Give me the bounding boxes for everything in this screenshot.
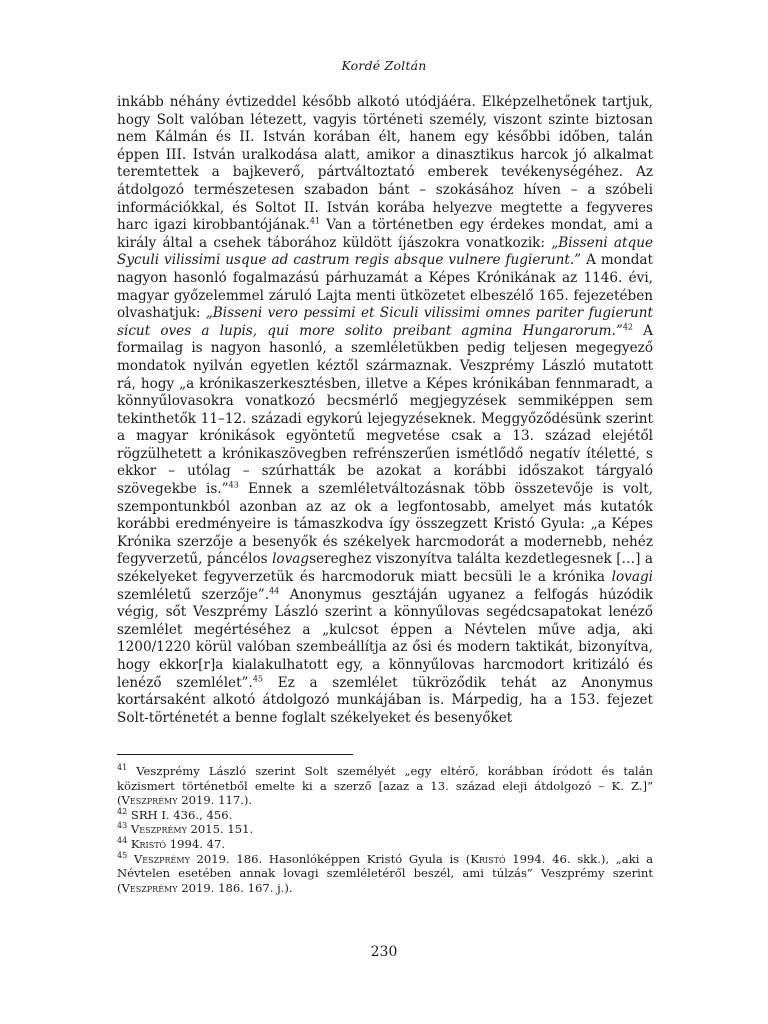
footnote-number: 45 [117,850,128,860]
emphasis: lovag [272,551,310,568]
running-header: Kordé Zoltán [341,58,427,73]
text-segment: A formailag is nagyon hasonló, a szemléletükben pedig teljesen megegyező mondatok nyilván egyetlen kéztől származnak. Veszprémy László mutatott rá, hogy „a krónikaszerkesztésben, illetve a Képes krónikában fennmaradt, a könnyűlovasokra vonatkozó becsmérlő megjegyzések semmiképpen sem tekinthetők 11–12. századi egykorú lejegyzéseknek. Meggyőződésünk szerint a magyar krónikások egyöntetű megvetése csak a 13. század elejétől rögzülhetett a krónikaszövegben refrénszerűen ismétlődő negatív ítéletté, s ekkor – utólag – szúrhatták be azokat a korábbi időszakot tárgyaló szövegekbe is.” [117,322,654,498]
text-segment: Anonymus gesztáján ugyanez a felfogás húzódik végig, sőt Veszprémy László szerint a könnyűlovas segédcsapatokat lenéző szemlélet megértéséhez a „kulcsot éppen a Névtelen műve adja, aki 1200/1220 körül valóban szembeállítja az ősi és modern taktikát, bizonyítva, hogy ekkor[r]a kialakulhatott egy, a könnyűlovas harcmodort kritizáló és lenéző szemlélet”. [117,586,653,691]
page-number: 230 [370,944,398,960]
footnote-41 [117,764,653,808]
footnote-text: 2019. 186. 167. j.). [177,880,293,895]
text-segment: inkább néhány évtizeddel később alkotó utódjáéra. Elképzelhetőnek tartjuk, hogy Solt valóban létezett, vagyis történeti személy, viszont szinte biztosan nem Kálmán és II. István korában élt, hanem egy későbbi időben, talán éppen III. István uralkodása alatt, amikor a dinasztikus harcok jó alkalmat teremtettek a bajkeverő, pártváltoztató emberek tevékenységéhez. Az átdolgozó természetesen szabadon bánt – szokásához híven – a szóbeli információkkal, és Soltot II. István korába helyezve megtette a fegyveres harc igazi kirobbantójának. [117,94,653,234]
text-segment: sereghez viszonyítva találta kezdetlegesnek […] a székelyeket fegyverzetük és harcmodoruk miatt becsüli le a krónika [117,551,653,586]
author-name: Veszprémy [121,793,178,808]
footnotes [117,764,653,895]
footnote-text: 2019. 186. Hasonlóképpen Kristó Gyula is ( [189,851,471,866]
footnote-text: 1994. 46. skk.), „aki a Névtelen esetében annak lovagi szemléletéről beszél, ami túlzás” Veszprémy szerint ( [117,851,654,895]
footnote-43 [117,822,653,837]
footnote-45 [117,852,653,896]
footnote-ref[interactable]: 42 [622,322,634,332]
text-segment: A mondat nagyon hasonló fogalmazású párhuzamát a Képes Krónikának az 1146. évi, magyar győzelemmel záruló Lajta menti ütközetet elbeszélő 165. fejezetében olvashatjuk: [117,252,654,322]
footnote-number: 43 [117,821,128,831]
author-name: Veszprémy [121,880,178,895]
main-text [117,94,653,727]
footnote-ref[interactable]: 41 [309,216,321,226]
footnote-text: 1994. 47. [166,836,226,851]
footnote-number: 41 [117,763,128,773]
footnote-number: 44 [117,836,128,846]
latin-quote: „Bisseni vero pessimi et Siculi vilissimi omnes pariter fugierunt sicut oves a lupis, qui more solito preibant agmina Hungarorum.” [117,305,653,339]
text-segment: Van a történetben egy érdekes mondat, ami a király által a csehek táborához küldött íjászokra vonatkozik: [117,217,653,251]
footnote-divider [117,754,353,755]
footnote-number: 42 [117,806,128,816]
footnote-text: Veszprémy László szerint Solt személyét „egy eltérő, korábban íródott és talán közismert történetből emelte ki a szerző [azaz a 13. század eleji átdolgozó – K. Z.]” ( [117,764,653,808]
author-name: Kristó [470,851,506,866]
footnote-ref[interactable]: 44 [269,586,280,596]
author-name: Veszprémy [133,851,190,866]
text-segment: szemléletű szerzője”. [117,586,270,603]
author-name: Veszprémy [130,822,187,837]
text-segment: Ez a szemlélet tükröződik tehát az Anonymus kortársaként alkotó átdolgozó munkájában is. Márpedig, ha a 153. fejezet Solt-történetét a benne foglalt székelyeket és besenyőket [117,674,654,726]
footnote-ref[interactable]: 45 [252,674,264,684]
author-name: Kristó [130,836,167,851]
footnote-ref[interactable]: 43 [228,480,239,490]
footnote-text: SRH I. 436., 456. [127,807,233,822]
body-paragraph [117,94,653,727]
footnote-44 [117,837,653,852]
footnote-42 [117,808,653,823]
emphasis: lovagi [611,569,653,586]
footnote-text: 2019. 117.). [177,793,253,808]
latin-quote: „Bisseni atque Syculi vilissimi usque ad castrum regis absque vulnere fugierunt.” [117,234,654,269]
footnote-text: 2015. 151. [186,822,254,837]
text-segment: Ennek a szemléletváltozásnak több összetevője is volt, szempontunkból azonban az az ok a legfontosabb, amelyet más kutatók korábbi eredményeire is támaszkodva így összegzett Kristó Gyula: „a Képes Krónika szerzője a besenyők és székelyek harcmodorát a modernebb, nehéz fegyverzetű, páncélos [117,481,653,568]
